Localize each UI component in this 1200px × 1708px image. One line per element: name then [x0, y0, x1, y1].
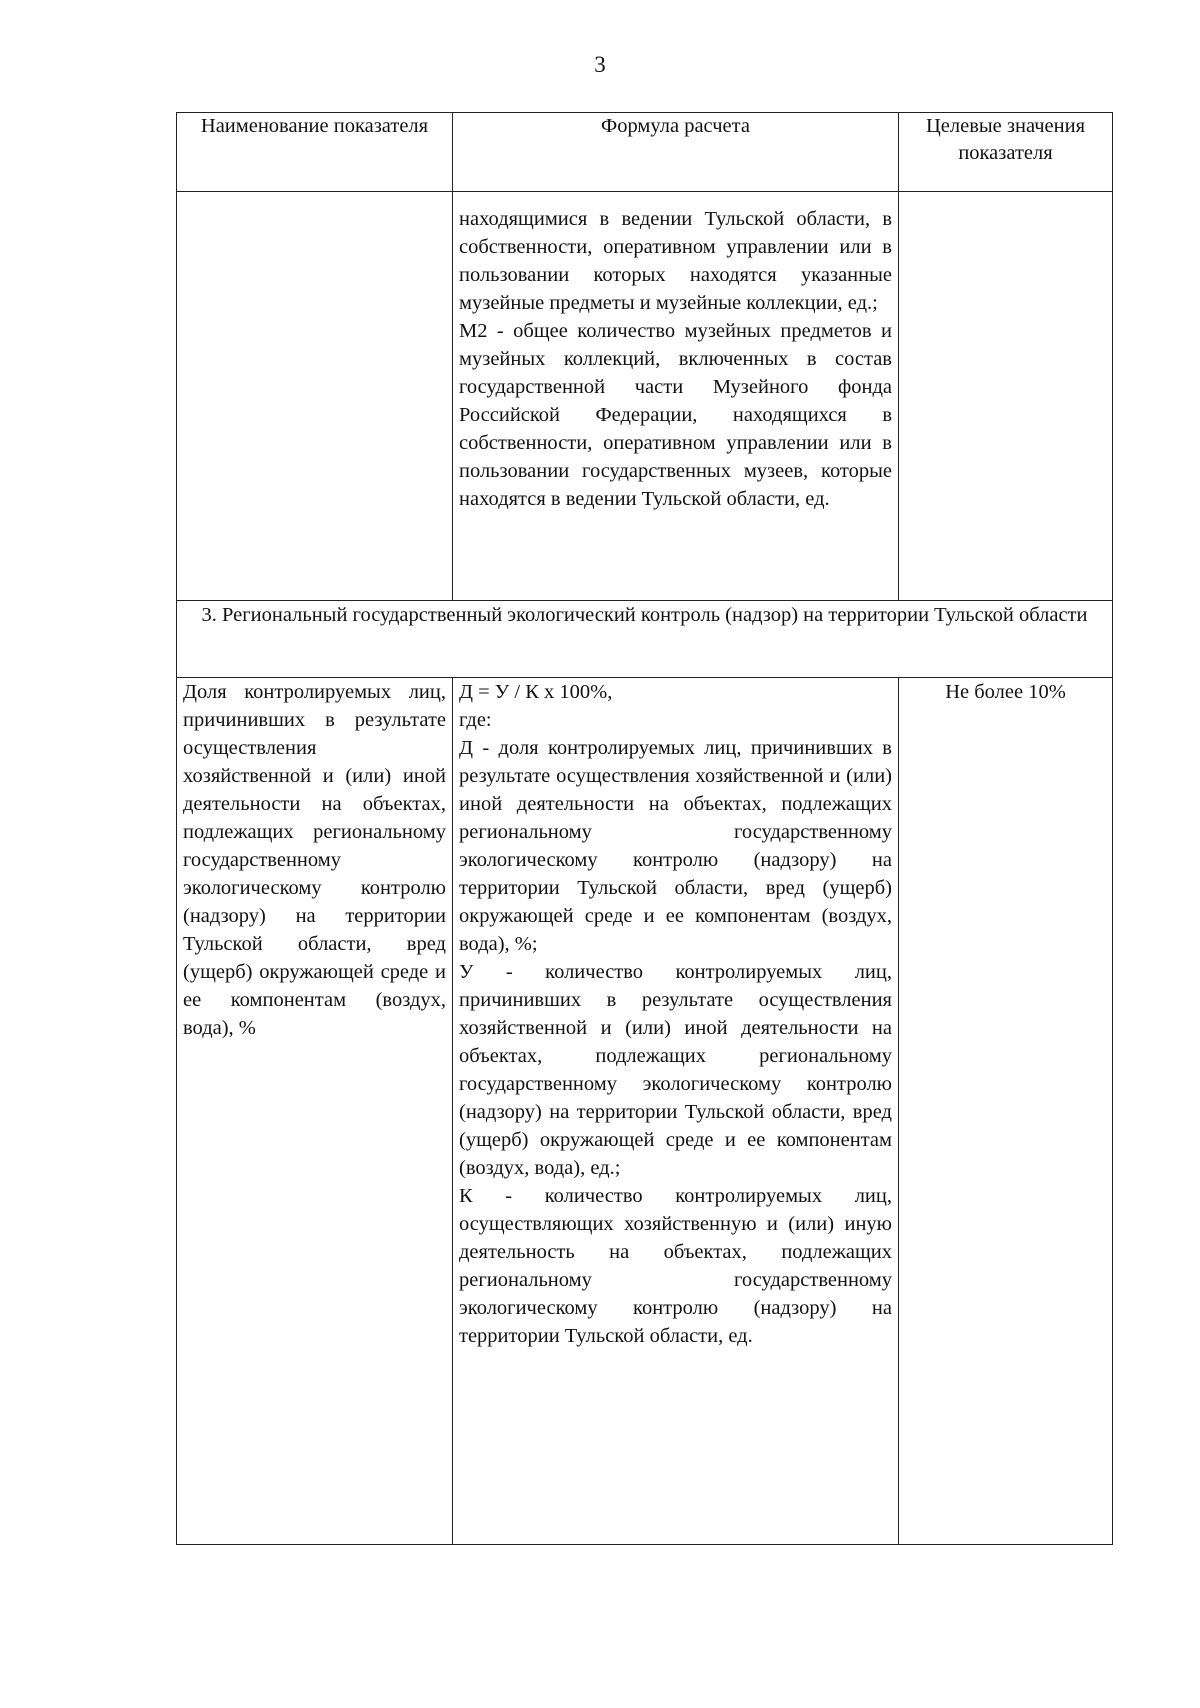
header-name: Наименование показателя [177, 113, 453, 192]
indicator-target: Не более 10% [899, 678, 1113, 1545]
definition-k: К - количество контролируемых лиц, осуществляющих хозяйственную и (или) иную деятельность на объектах, подлежащих региональному государственному экологическому контролю (надзору) на территории Тульской области, ед. [459, 1185, 892, 1347]
section-row [177, 601, 1113, 678]
indicator-formula-cell [453, 678, 899, 1545]
continuation-target-cell [899, 192, 1113, 601]
indicators-table [176, 112, 1113, 1545]
indicator-row [177, 678, 1113, 1545]
header-target: Целевые значения показателя [899, 113, 1113, 192]
definition-u: У - количество контролируемых лиц, причинивших в результате осуществления хозяйственной и (или) иной деятельности на объектах, подлежащих региональному государственному экологическому контролю (надзору) на территории Тульской области, вред (ущерб) окружающей среде и ее компонентам (воздух, вода), ед.; [459, 961, 892, 1179]
indicator-name: Доля контролируемых лиц, причинивших в результате осуществления хозяйственной и (или) иной деятельности на объектах, подлежащих региональному государственному экологическому контролю (надзору) на территории Тульской области, вред (ущерб) окружающей среде и ее компонентам (воздух, вода), % [177, 678, 453, 1545]
table-header-row [177, 113, 1113, 192]
definition-d: Д - доля контролируемых лиц, причинивших в результате осуществления хозяйственной и (или) иной деятельности на объектах, подлежащих региональному государственному экологическому контролю (надзору) на территории Тульской области, вред (ущерб) окружающей среде и ее компонентам (воздух, вода), %; [459, 737, 892, 955]
header-formula: Формула расчета [453, 113, 899, 192]
continuation-formula-part1: находящимися в ведении Тульской области, в собственности, оперативном управлении или в пользовании которых находятся указанные музейные предметы и музейные коллекции, ед.; [459, 208, 892, 314]
section-title: 3. Региональный государственный экологический контроль (надзор) на территории Тульской области [177, 601, 1113, 678]
continuation-name-cell [177, 192, 453, 601]
continuation-formula-cell [453, 192, 899, 601]
continuation-row [177, 192, 1113, 601]
continuation-formula-part2: М2 - общее количество музейных предметов и музейных коллекций, включенных в состав государственной части Музейного фонда Российской Федерации, находящихся в собственности, оперативном управлении или в пользовании государственных музеев, которые находятся в ведении Тульской области, ед. [459, 320, 892, 510]
indicator-formula: Д = У / К х 100%, [459, 681, 613, 703]
page-number: 3 [594, 52, 606, 77]
indicator-where: где: [459, 709, 492, 731]
